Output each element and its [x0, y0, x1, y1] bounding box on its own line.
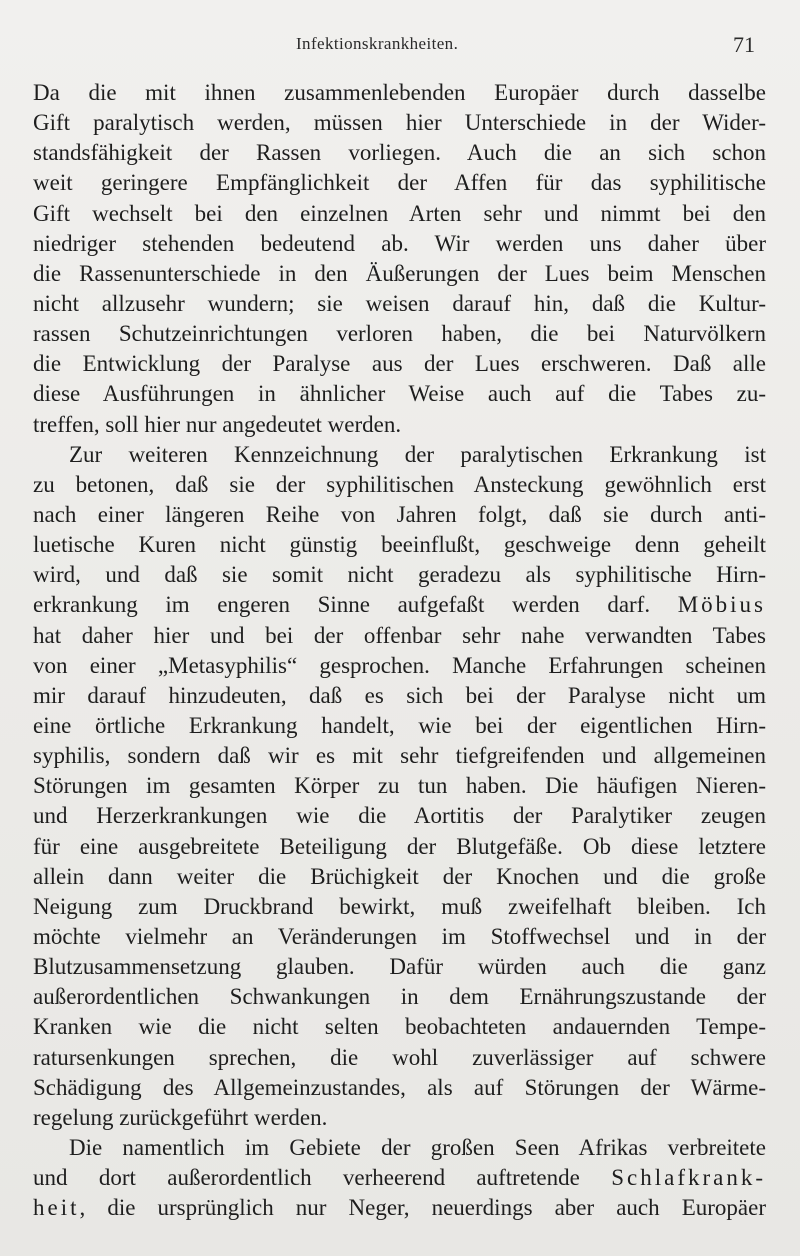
paragraph-3: [33, 1133, 766, 1223]
text-line: treffen, soll hier nur angedeutet werden.: [33, 411, 402, 437]
text-line: Die namentlich im Gebiete der großen Seen Afrikas verbreitete: [69, 1134, 766, 1160]
text-line: Schädigung des Allgemeinzustandes, als auf Störungen der Wärme-: [33, 1074, 766, 1100]
text-line-with-term: [33, 1193, 766, 1223]
text-line: syphilis, sondern daß wir es mit sehr tiefgreifenden und allgemeinen: [33, 743, 766, 769]
text-line: für eine ausgebreitete Beteiligung der Blutgefäße. Ob diese letztere: [33, 833, 766, 859]
text-line: allein dann weiter die Brüchigkeit der Knochen und die große: [33, 863, 766, 889]
text-line: rassen Schutzeinrichtungen verloren haben, die bei Naturvölkern: [33, 321, 766, 347]
author-name-spaced: Möbius: [677, 592, 766, 618]
text-line: weit geringere Empfänglichkeit der Affen für das syphilitische: [33, 170, 766, 196]
text-line: zu betonen, daß sie der syphilitischen Ansteckung gewöhnlich erst: [33, 471, 766, 497]
text-segment: und dort außerordentlich verheerend auftretende: [33, 1165, 580, 1191]
text-line: Gift paralytisch werden, müssen hier Unterschiede in der Wider-: [33, 110, 766, 136]
text-line: diese Ausführungen in ähnlicher Weise auch auf die Tabes zu-: [33, 381, 766, 407]
paragraph-2: [33, 440, 766, 1133]
text-line: die Rassenunterschiede in den Äußerungen der Lues beim Menschen: [33, 260, 766, 286]
text-line: standsfähigkeit der Rassen vorliegen. Auch die an sich schon: [33, 140, 766, 166]
text-line: regelung zurückgeführt werden.: [33, 1104, 328, 1130]
term-spaced-start: Schlafkrank-: [611, 1165, 767, 1191]
text-line: von einer „Metasyphilis“ gesprochen. Manche Erfahrungen scheinen: [33, 652, 766, 678]
term-spaced-end: heit: [33, 1195, 80, 1221]
text-line: Zur weiteren Kennzeichnung der paralytischen Erkrankung ist: [69, 441, 766, 467]
running-head: Infektionskrankheiten.: [296, 34, 459, 53]
text-line: wird, und daß sie somit nicht geradezu als syphilitische Hirn-: [33, 562, 766, 588]
text-line: Neigung zum Druckbrand bewirkt, muß zweifelhaft bleiben. Ich: [33, 893, 766, 919]
text-line: und Herzerkrankungen wie die Aortitis der Paralytiker zeugen: [33, 803, 766, 829]
text-segment: erkrankung im engeren Sinne aufgefaßt werden darf.: [33, 592, 651, 618]
text-line: die Entwicklung der Paralyse aus der Lues erschweren. Daß alle: [33, 351, 766, 377]
text-segment: , die ursprünglich nur Neger, neuerdings aber auch Europäer: [79, 1195, 766, 1221]
text-line: Blutzusammensetzung glauben. Dafür würden auch die ganz: [33, 954, 766, 980]
page-header: [0, 30, 800, 60]
text-line-with-term: [33, 1163, 766, 1193]
text-line: nach einer längeren Reihe von Jahren folgt, daß sie durch anti-: [33, 501, 766, 527]
text-line: niedriger stehenden bedeutend ab. Wir werden uns daher über: [33, 230, 766, 256]
text-line: eine örtliche Erkrankung handelt, wie bei der eigentlichen Hirn-: [33, 712, 766, 738]
body-text: [33, 78, 766, 1223]
text-line: Da die mit ihnen zusammenlebenden Europäer durch dasselbe: [33, 80, 766, 105]
paragraph-1: [33, 78, 766, 440]
text-line: möchte vielmehr an Veränderungen im Stoffwechsel und in der: [33, 923, 766, 949]
text-line: Störungen im gesamten Körper zu tun haben. Die häufigen Nieren-: [33, 773, 766, 799]
text-line: Kranken wie die nicht selten beobachteten andauernden Tempe-: [33, 1014, 766, 1040]
text-line: mir darauf hinzudeuten, daß es sich bei der Paralyse nicht um: [33, 682, 766, 708]
text-line-with-name: [33, 590, 766, 620]
page-number: 71: [733, 32, 755, 57]
text-line: hat daher hier und bei der offenbar sehr nahe verwandten Tabes: [33, 622, 766, 648]
text-line: nicht allzusehr wundern; sie weisen darauf hin, daß die Kultur-: [33, 290, 766, 316]
text-line: luetische Kuren nicht günstig beeinflußt, geschweige denn geheilt: [33, 532, 766, 558]
text-line: Gift wechselt bei den einzelnen Arten sehr und nimmt bei den: [33, 200, 766, 226]
text-line: ratursenkungen sprechen, die wohl zuverlässiger auf schwere: [33, 1044, 766, 1070]
text-line: außerordentlichen Schwankungen in dem Ernährungszustande der: [33, 984, 766, 1010]
